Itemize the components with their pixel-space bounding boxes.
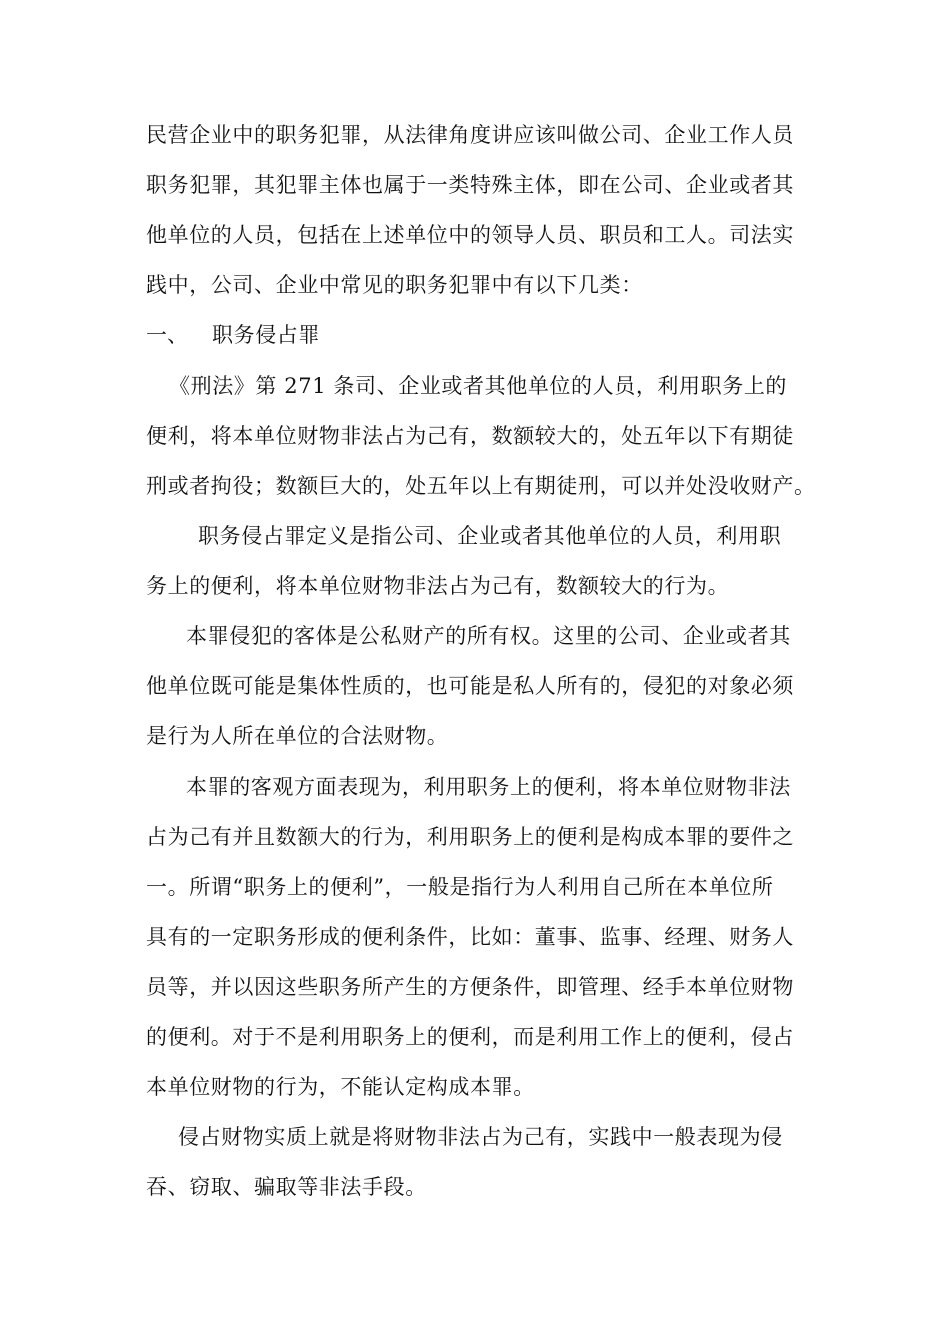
objective-line-3: 一。所谓“职务上的便利”，一般是指行为人利用自己所在本单位所 [146, 875, 774, 899]
objective-line-4: 具有的一定职务形成的便利条件，比如：董事、监事、经理、财务人 [146, 925, 794, 949]
law-quote-line-1: 《刑法》第 271 条司、企业或者其他单位的人员，利用职务上的 [169, 374, 788, 398]
essence-line-2: 吞、窃取、骗取等非法手段。 [146, 1175, 427, 1199]
definition-line-1: 职务侵占罪定义是指公司、企业或者其他单位的人员，利用职 [198, 524, 782, 548]
object-line-3: 是行为人所在单位的合法财物。 [146, 724, 449, 748]
section-title: 职务侵占罪 [212, 323, 320, 347]
definition-line-2: 务上的便利，将本单位财物非法占为己有，数额较大的行为。 [146, 574, 730, 598]
intro-line-2: 职务犯罪，其犯罪主体也属于一类特殊主体，即在公司、企业或者其 [146, 173, 794, 197]
section-number: 一、 [146, 323, 188, 347]
essence-line-1: 侵占财物实质上就是将财物非法占为己有，实践中一般表现为侵 [178, 1125, 783, 1149]
object-line-1: 本罪侵犯的客体是公私财产的所有权。这里的公司、企业或者其 [186, 624, 791, 648]
objective-line-5: 员等，并以因这些职务所产生的方便条件，即管理、经手本单位财物 [146, 975, 794, 999]
objective-line-6: 的便利。对于不是利用职务上的便利，而是利用工作上的便利，侵占 [146, 1025, 794, 1049]
intro-line-3: 他单位的人员，包括在上述单位中的领导人员、职员和工人。司法实 [146, 223, 794, 247]
law-quote-line-3: 刑或者拘役；数额巨大的，处五年以上有期徒刑，可以并处没收财产。 [146, 474, 816, 498]
intro-line-1: 民营企业中的职务犯罪，从法律角度讲应该叫做公司、企业工作人员 [146, 123, 794, 147]
objective-line-7: 本单位财物的行为，不能认定构成本罪。 [146, 1075, 535, 1099]
objective-line-2: 占为己有并且数额大的行为，利用职务上的便利是构成本罪的要件之 [146, 825, 794, 849]
object-line-2: 他单位既可能是集体性质的，也可能是私人所有的，侵犯的对象必须 [146, 674, 794, 698]
law-quote-line-2: 便利，将本单位财物非法占为己有，数额较大的，处五年以下有期徒 [146, 424, 794, 448]
objective-line-1: 本罪的客观方面表现为，利用职务上的便利，将本单位财物非法 [186, 775, 791, 799]
intro-line-4: 践中，公司、企业中常见的职务犯罪中有以下几类： [146, 273, 643, 297]
